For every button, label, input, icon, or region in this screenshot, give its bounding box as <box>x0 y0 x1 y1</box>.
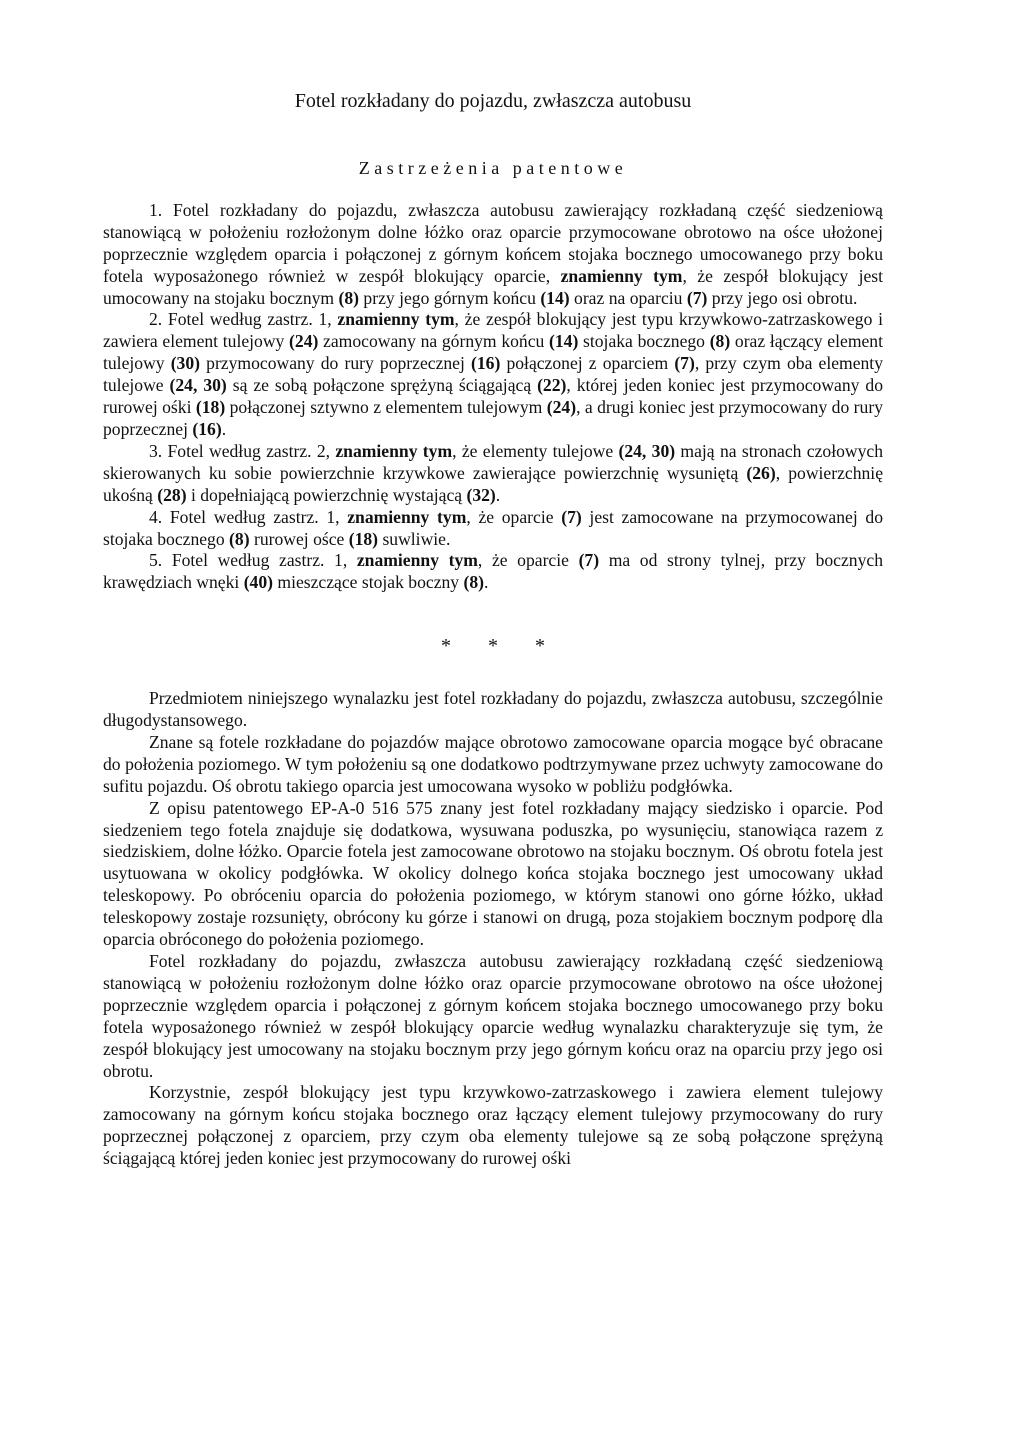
claim-text: . <box>221 418 227 439</box>
claim-text: suwliwie. <box>378 528 451 549</box>
description-paragraph: Znane są fotele rozkładane do pojazdów mające obrotowo zamocowane oparcia mogące być obracane do położenia poziomego. W tym położeniu są one dodatkowo podtrzymywane przez uchwyty zamocowane do sufitu pojazdu. Oś obrotu takiego oparcia jest umocowana wysoko w pobliżu podgłówka. <box>103 731 883 796</box>
claim-text: mieszczące stojak boczny <box>273 572 464 593</box>
claim-emphasis: (18) <box>348 528 379 549</box>
claim-text: i dopełniającą powierzchnię wystającą <box>186 484 467 505</box>
claims-section <box>103 200 883 594</box>
description-paragraph: Przedmiotem niniejszego wynalazku jest fotel rozkładany do pojazdu, zwłaszcza autobusu, szczególnie długodystansowego. <box>103 688 883 731</box>
claim-emphasis: (30) <box>170 353 201 374</box>
claim-emphasis: (8) <box>338 287 360 308</box>
claim-text: , że oparcie <box>477 550 579 571</box>
claim-emphasis: (22) <box>537 375 567 396</box>
claim-text: mają na stronach czołowych skierowanych ku sobie powierzchnie krzywkowe zawierające powierzchnię wysuniętą <box>103 440 883 483</box>
description-paragraph: Korzystnie, zespół blokujący jest typu krzywkowo-zatrzaskowego i zawiera element tulejowy zamocowany na górnym końcu stojaka bocznego oraz łączący element tulejowy przymocowany do rury poprzecznej połączonej z oparciem, przy czym oba elementy tulejowe są ze sobą połączone sprężyną ściągającą której jeden koniec jest przymocowany do rurowej ośki <box>103 1082 883 1169</box>
claim-emphasis: (14) <box>549 331 579 352</box>
claim-text: ma od strony tylnej, przy bocznych krawędziach wnęki <box>103 550 883 593</box>
claim-emphasis: (40) <box>243 572 273 593</box>
claim-emphasis: (24) <box>289 331 319 352</box>
claim-3 <box>103 441 883 507</box>
claim-emphasis: (18) <box>195 397 226 418</box>
claim-emphasis: (28) <box>157 484 187 505</box>
claim-emphasis: (8) <box>229 528 250 549</box>
claim-text: 4. Fotel według zastrz. 1, <box>149 506 348 527</box>
claim-text: , przy czym oba elementy tulejowe <box>103 353 883 396</box>
claim-emphasis: znamienny tym <box>356 550 478 571</box>
claim-text: przymocowany do rury poprzecznej <box>200 353 472 374</box>
claim-5 <box>103 550 883 594</box>
claim-text: przy jego osi obrotu. <box>707 287 858 308</box>
claim-emphasis: (8) <box>709 331 731 352</box>
claim-emphasis: (16) <box>192 418 222 439</box>
claim-emphasis: (24) <box>546 397 577 418</box>
claim-text: zamocowany na górnym końcu <box>318 331 550 352</box>
claim-text: połączonej z oparciem <box>500 353 675 374</box>
claim-emphasis: znamienny tym <box>560 265 683 286</box>
claim-emphasis: (7) <box>686 287 708 308</box>
claim-text: stojaka bocznego <box>578 331 710 352</box>
claim-text: przy jego górnym końcu <box>359 287 541 308</box>
claim-emphasis: (14) <box>540 287 570 308</box>
document-title: Fotel rozkładany do pojazdu, zwłaszcza autobusu <box>294 90 692 112</box>
claim-emphasis: (24, 30) <box>169 375 227 396</box>
claim-text: 3. Fotel według zastrz. 2, <box>149 440 336 461</box>
claim-text: . <box>495 484 501 505</box>
claim-emphasis: (26) <box>746 462 776 483</box>
claim-text: 5. Fotel według zastrz. 1, <box>149 550 357 571</box>
document-page <box>103 88 883 1170</box>
claim-emphasis: (16) <box>471 353 501 374</box>
description-section <box>103 688 883 1170</box>
claim-text: 1. Fotel rozkładany do pojazdu, zwłaszcza autobusu zawierający rozkładaną część siedzeniową stanowiącą w położeniu rozłożonym dolne łóżko oraz oparcie przymocowane obrotowo na ośce ułożonej poprzecznie względem oparcia i połączonej z górnym końcem stojaka bocznego umocowanego przy boku fotela wyposażonego również w zespół blokujący oparcie, <box>103 199 883 286</box>
claim-emphasis: znamienny tym <box>347 506 467 527</box>
claim-text: połączonej sztywno z elementem tulejowym <box>225 397 547 418</box>
claim-text: oraz na oparciu <box>569 287 687 308</box>
claim-text: , że oparcie <box>466 506 562 527</box>
claim-text: 2. Fotel według zastrz. 1, <box>149 309 338 330</box>
claim-text: , powierzchnię ukośną <box>103 462 884 505</box>
claim-text: , że zespół blokujący jest typu krzywkowo-zatrzaskowego i zawiera element tulejowy <box>103 309 884 352</box>
claim-text: oraz łączący element tulejowy <box>103 331 883 374</box>
claim-text: , a drugi koniec jest przymocowany do rury poprzecznej <box>103 397 883 439</box>
claim-emphasis: (7) <box>561 506 582 527</box>
claim-emphasis: (32) <box>466 484 496 505</box>
claim-emphasis: znamienny tym <box>337 309 455 330</box>
claim-text: . <box>484 572 489 593</box>
claim-text: rurowej ośce <box>249 528 349 549</box>
claim-text: , że elementy tulejowe <box>452 440 619 461</box>
claim-2 <box>103 309 883 440</box>
claim-1 <box>103 200 883 310</box>
section-separator: * * * <box>441 635 561 658</box>
claim-emphasis: (7) <box>578 550 600 571</box>
claim-text: , że zespół blokujący jest umocowany na stojaku bocznym <box>103 265 883 308</box>
claim-emphasis: (8) <box>463 572 485 593</box>
claim-emphasis: (24, 30) <box>618 440 676 461</box>
claim-emphasis: (7) <box>674 353 695 374</box>
claim-text: , której jeden koniec jest przymocowany do rurowej ośki <box>103 375 884 418</box>
claims-heading: Zastrzeżenia patentowe <box>358 158 628 178</box>
description-paragraph: Z opisu patentowego EP-A-0 516 575 znany jest fotel rozkładany mający siedzisko i oparcie. Pod siedzeniem tego fotela znajduje się dodatkowa, wysuwana poduszka, po wysunięciu, stanowiąca razem z siedziskiem, dolne łóżko. Oparcie fotela jest zamocowane obrotowo na stojaku bocznym. Oś obrotu fotela jest usytuowana w okolicy podgłówka. W okolicy dolnego końca stojaka bocznego jest umocowany układ teleskopowy. Po obróceniu oparcia do położenia poziomego, w którym stanowi ono górne łóżko, układ teleskopowy zostaje rozsunięty, obrócony ku górze i stanowi on drugą, poza stojakiem bocznym podporę dla oparcia obróconego do położenia poziomego. <box>103 797 883 950</box>
claim-emphasis: znamienny tym <box>335 440 453 461</box>
claim-text: są ze sobą połączone sprężyną ściągającą <box>226 375 538 396</box>
description-paragraph: Fotel rozkładany do pojazdu, zwłaszcza autobusu zawierający rozkładaną część siedzeniową stanowiącą w położeniu rozłożonym dolne łóżko oraz oparcie przymocowane obrotowo na ośce ułożonej poprzecznie względem oparcia i połączonej z górnym końcem stojaka bocznego umocowanego przy boku fotela wyposażonego również w zespół blokujący oparcie według wynalazku charakteryzuje się tym, że zespół blokujący jest umocowany na stojaku bocznym przy jego górnym końcu oraz na oparciu przy jego osi obrotu. <box>103 951 883 1081</box>
claim-text: jest zamocowane na przymocowanej do stojaka bocznego <box>103 506 884 549</box>
claim-4 <box>103 507 883 551</box>
